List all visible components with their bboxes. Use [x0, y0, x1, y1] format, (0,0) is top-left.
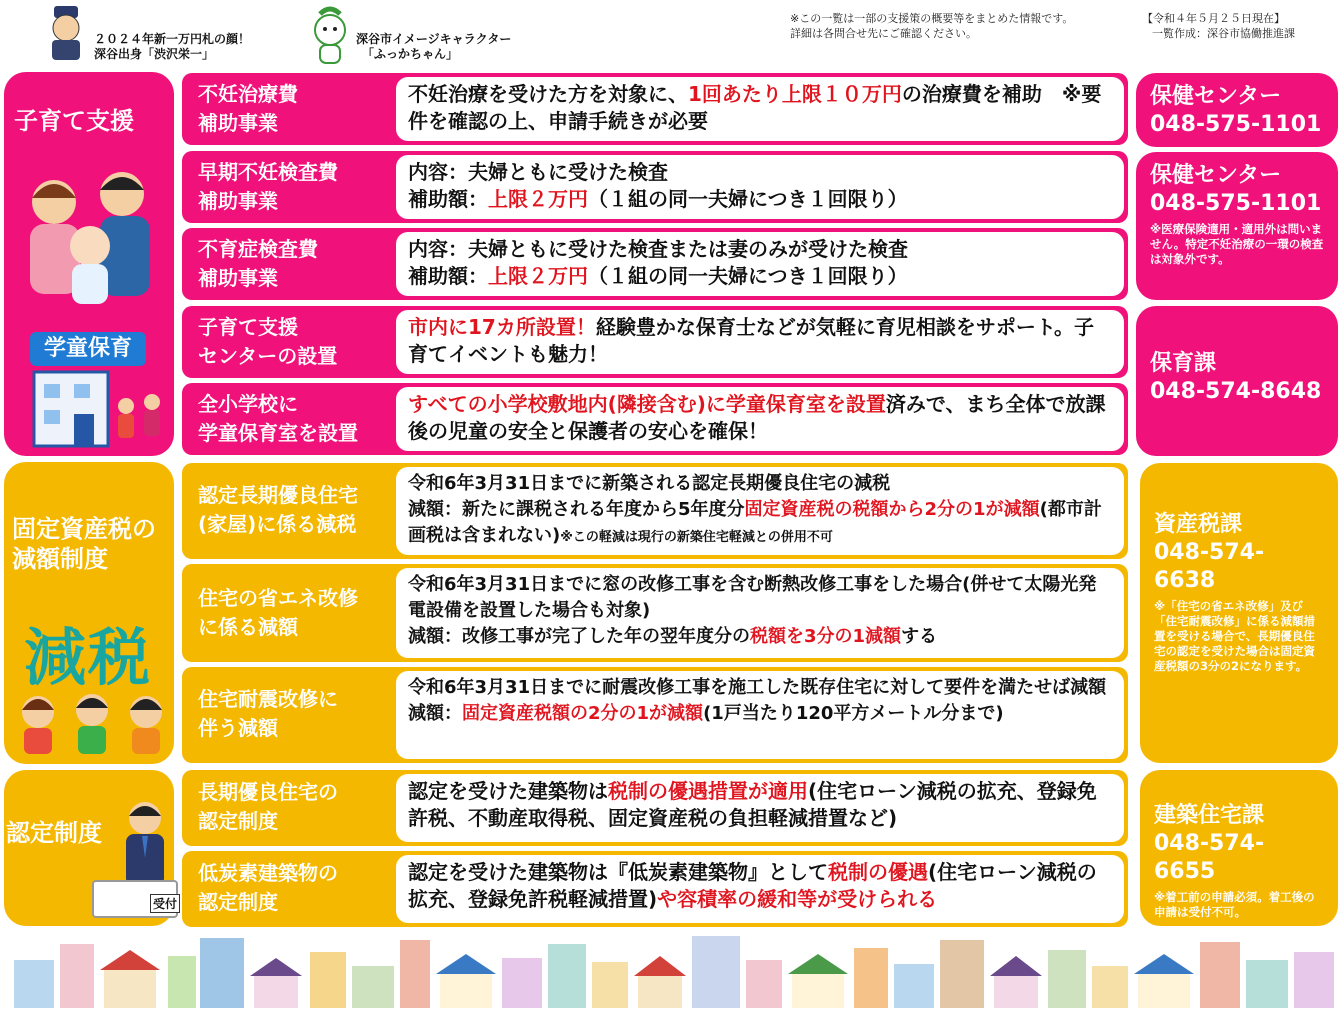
- row-label: 補助事業: [198, 189, 278, 213]
- header-left-line1: ２０２４年新一万円札の顔！: [94, 32, 251, 46]
- header-author: 一覧作成：深谷市協働推進課: [1152, 27, 1295, 40]
- row-content: 不妊治療を受けた方を対象に、1回あたり上限１０万円の治療費を補助 ※要件を確認の上、申請手続きが必要: [396, 77, 1124, 141]
- row-label: 不育症検査費: [198, 237, 318, 261]
- header-mid-line1: 深谷市イメージキャラクター: [356, 32, 512, 46]
- contact-name: 建築住宅課: [1154, 803, 1265, 828]
- row-fuikusho-kensa: [182, 228, 1128, 300]
- row-label: 伴う減額: [198, 716, 278, 740]
- contact-name: 保育課: [1150, 351, 1217, 376]
- row-content: 市内に17カ所設置！経験豊かな保育士などが気軽に育児相談をサポート。子育てイベントも魅力！: [396, 310, 1124, 374]
- contact-hoken-center-1: [1136, 73, 1338, 147]
- contact-shisanzei-ka: [1140, 463, 1338, 763]
- row-label: 子育て支援: [198, 315, 298, 339]
- row-taishin-kaishu: [182, 667, 1128, 763]
- row-label: 住宅耐震改修に: [198, 687, 338, 711]
- row-content: 認定を受けた建築物は税制の優遇措置が適用(住宅ローン減税の拡充、登録免許税、不動産取得税、固定資産税の負担軽減措置など): [396, 774, 1124, 842]
- row-shoene-kaishu: [182, 564, 1128, 662]
- childcare-section-title: 子育て支援: [14, 107, 134, 135]
- tax-section-title: 固定資産税の 減額制度: [12, 515, 156, 573]
- contact-name: 保健センター: [1150, 84, 1282, 109]
- header-left-line2: 深谷出身「渋沢栄一」: [94, 47, 215, 61]
- contact-name: 保健センター: [1150, 163, 1282, 188]
- row-choki-yuryo-genzei: [182, 463, 1128, 559]
- row-label: 補助事業: [198, 266, 278, 290]
- fukkachan-illustration: [306, 4, 354, 66]
- family-illustration: [14, 162, 164, 310]
- contact-phone[interactable]: 048-575-1101: [1150, 191, 1322, 216]
- contact-hoiku-ka: [1136, 306, 1338, 456]
- townscape-illustration: [0, 930, 1344, 1008]
- contact-phone[interactable]: 048-574-6638: [1154, 540, 1265, 593]
- row-content: 令和6年3月31日までに新築される認定長期優良住宅の減税 減額：新たに課税される年度から5年度分固定資産税の税額から2分の1が減額(都市計画税は含まれない)※この軽減は現行の新築住宅軽減との併用不可: [396, 467, 1124, 555]
- row-content: 令和6年3月31日までに窓の改修工事を含む断熱改修工事をした場合(併せて太陽光発電設備を設置した場合も対象) 減額：改修工事が完了した年の翌年度分の税額を3分の1減額する: [396, 568, 1124, 658]
- contact-phone[interactable]: 048-575-1101: [1150, 112, 1322, 137]
- header-note-line2: 詳細は各問合せ先にご確認ください。: [790, 27, 977, 40]
- row-label: 住宅の省エネ改修: [198, 586, 358, 610]
- row-label: 早期不妊検査費: [198, 160, 338, 184]
- desk-label: 受付: [150, 894, 180, 913]
- cert-section-title: 認定制度: [6, 819, 102, 847]
- shibusawa-illustration: [38, 4, 94, 62]
- contact-note: ※「住宅の省エネ改修」及び「住宅耐震改修」に係る減額措置を受ける場合で、長期優良住宅の認定を受けた場合は固定資産税額の3分の2になります。: [1154, 599, 1315, 673]
- row-teitanso-nintei: [182, 851, 1128, 927]
- row-label: 認定制度: [198, 890, 278, 914]
- row-label: (家屋)に係る減税: [198, 512, 357, 536]
- children-cheering-illustration: [14, 682, 170, 754]
- receptionist-illustration: [114, 796, 176, 886]
- row-choki-yuryo-nintei: [182, 770, 1128, 846]
- contact-note: ※医療保険適用・適用外は問いません。特定不妊治療の一環の検査は対象外です。: [1150, 222, 1324, 266]
- gakudo-badge: 学童保育: [30, 332, 146, 366]
- row-soki-funin-kensa: [182, 151, 1128, 223]
- header-date: 【令和４年５月２５日現在】: [1142, 12, 1285, 25]
- row-funin-chiryo: [182, 73, 1128, 145]
- row-label: 低炭素建築物の: [198, 861, 338, 885]
- row-content: 内容：夫婦ともに受けた検査または妻のみが受けた検査 補助額：上限２万円（１組の同一夫婦につき１回限り）: [396, 232, 1124, 296]
- row-content: 令和6年3月31日までに耐震改修工事を施工した既存住宅に対して要件を満たせば減額 減額：固定資産税額の2分の1が減額(1戸当たり120平方メートル分まで): [396, 671, 1124, 759]
- row-content: 認定を受けた建築物は『低炭素建築物』として税制の優遇(住宅ローン減税の拡充、登録免許税軽減措置)や容積率の緩和等が受けられる: [396, 855, 1124, 923]
- genzei-lettering: 減税: [24, 621, 153, 694]
- contact-name: 資産税課: [1154, 512, 1243, 537]
- row-label: に係る減額: [198, 615, 298, 639]
- row-label: 学童保育室を設置: [198, 421, 358, 445]
- row-label: 長期優良住宅の: [198, 780, 338, 804]
- row-label: 認定制度: [198, 809, 278, 833]
- contact-hoken-center-2: [1136, 152, 1338, 300]
- row-label: 認定長期優良住宅: [198, 483, 358, 507]
- row-label: 補助事業: [198, 111, 278, 135]
- header-note-line1: ※この一覧は一部の支援策の概要等をまとめた情報です。: [790, 12, 1074, 25]
- row-kosodate-center: [182, 306, 1128, 378]
- row-gakudo-hoiku: [182, 383, 1128, 455]
- school-illustration: [30, 366, 166, 450]
- row-content: 内容：夫婦ともに受けた検査 補助額：上限２万円（１組の同一夫婦につき１回限り）: [396, 155, 1124, 219]
- row-label: 不妊治療費: [198, 82, 298, 106]
- row-label: 全小学校に: [198, 392, 298, 416]
- row-label: センターの設置: [198, 344, 338, 368]
- contact-phone[interactable]: 048-574-6655: [1154, 831, 1265, 884]
- row-content: すべての小学校敷地内(隣接含む)に学童保育室を設置済みで、まち全体で放課後の児童の安全と保護者の安心を確保！: [396, 387, 1124, 451]
- contact-kenchiku-jutaku-ka: [1140, 770, 1338, 926]
- header-mid-line2: 「ふっかちゃん」: [362, 47, 459, 61]
- contact-note: ※着工前の申請必須。着工後の申請は受付不可。: [1154, 890, 1315, 919]
- contact-phone[interactable]: 048-574-8648: [1150, 379, 1322, 404]
